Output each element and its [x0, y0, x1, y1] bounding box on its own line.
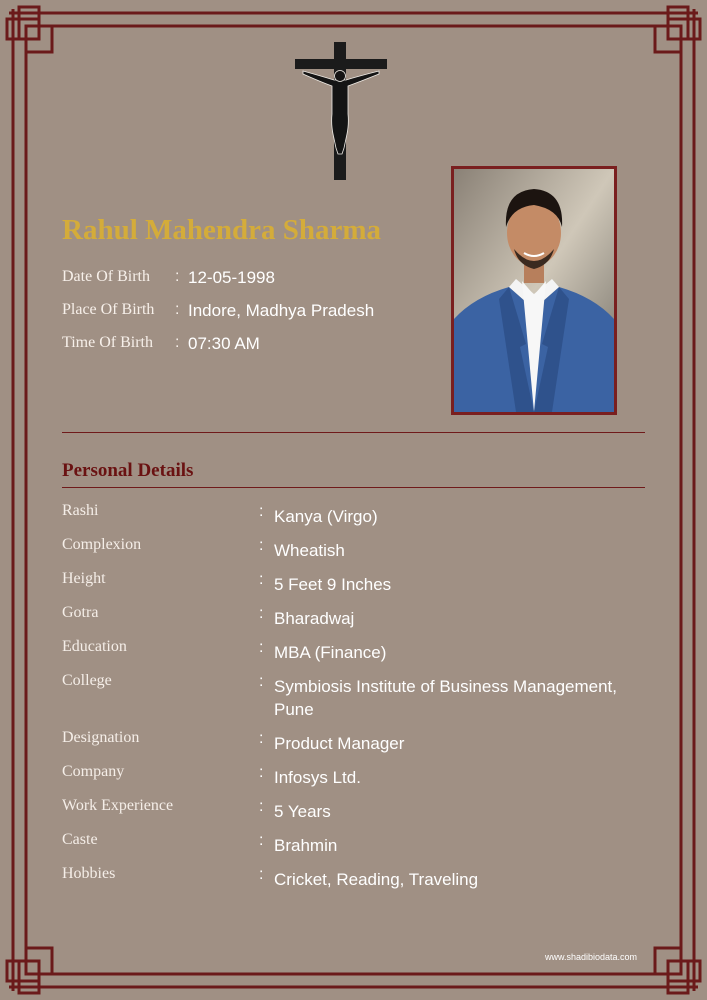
detail-row — [62, 729, 652, 755]
detail-label: Caste — [62, 831, 98, 848]
detail-row — [62, 536, 652, 562]
detail-row — [62, 604, 652, 630]
detail-label: Education — [62, 638, 127, 655]
detail-value: MBA (Finance) — [274, 643, 387, 662]
detail-value: Cricket, Reading, Traveling — [274, 870, 479, 889]
birth-details — [62, 268, 442, 367]
detail-row — [62, 638, 652, 664]
birth-row — [62, 301, 442, 334]
birth-value: 07:30 AM — [188, 334, 260, 353]
detail-value: 5 Years — [274, 802, 331, 821]
detail-row — [62, 797, 652, 823]
detail-row — [62, 502, 652, 528]
detail-value: Infosys Ltd. — [274, 768, 361, 787]
birth-value: Indore, Madhya Pradesh — [188, 301, 375, 320]
detail-label: Work Experience — [62, 797, 174, 814]
separator: : — [259, 571, 264, 588]
detail-row — [62, 865, 652, 891]
detail-label: Company — [62, 763, 125, 780]
website-link[interactable]: www.shadibiodata.com — [545, 952, 638, 962]
birth-label: Time Of Birth — [62, 334, 153, 351]
detail-value: Brahmin — [274, 836, 338, 855]
detail-label: Complexion — [62, 536, 142, 553]
birth-label: Date Of Birth — [62, 268, 150, 285]
detail-value: 5 Feet 9 Inches — [274, 575, 392, 594]
divider — [62, 487, 645, 488]
detail-value: Wheatish — [274, 541, 345, 560]
separator: : — [259, 537, 264, 554]
separator: : — [259, 866, 264, 883]
birth-label: Place Of Birth — [62, 301, 155, 318]
detail-label: Height — [62, 570, 106, 587]
divider — [62, 432, 645, 433]
detail-label: Designation — [62, 729, 140, 746]
detail-value: Product Manager — [274, 734, 405, 753]
crucifix-icon — [293, 42, 389, 182]
detail-label: College — [62, 672, 112, 689]
section-title: Personal Details — [62, 460, 194, 481]
birth-value: 12-05-1998 — [188, 268, 275, 287]
separator: : — [175, 301, 180, 318]
personal-details-list — [62, 502, 652, 899]
detail-value: Symbiosis Institute of Business Management, Pune — [274, 677, 617, 719]
detail-label: Hobbies — [62, 865, 116, 882]
separator: : — [259, 639, 264, 656]
candidate-name: Rahul Mahendra Sharma — [62, 214, 382, 246]
separator: : — [259, 503, 264, 520]
detail-row — [62, 763, 652, 789]
separator: : — [259, 605, 264, 622]
detail-value: Kanya (Virgo) — [274, 507, 378, 526]
separator: : — [259, 764, 264, 781]
detail-row — [62, 570, 652, 596]
separator: : — [175, 268, 180, 285]
detail-label: Rashi — [62, 502, 99, 519]
person-portrait-icon — [454, 169, 614, 412]
detail-label: Gotra — [62, 604, 99, 621]
profile-photo — [451, 166, 617, 415]
separator: : — [175, 334, 180, 351]
separator: : — [259, 798, 264, 815]
separator: : — [259, 730, 264, 747]
separator: : — [259, 832, 264, 849]
birth-row — [62, 334, 442, 367]
detail-value: Bharadwaj — [274, 609, 355, 628]
birth-row — [62, 268, 442, 301]
detail-row — [62, 831, 652, 857]
separator: : — [259, 673, 264, 690]
detail-row — [62, 672, 652, 721]
